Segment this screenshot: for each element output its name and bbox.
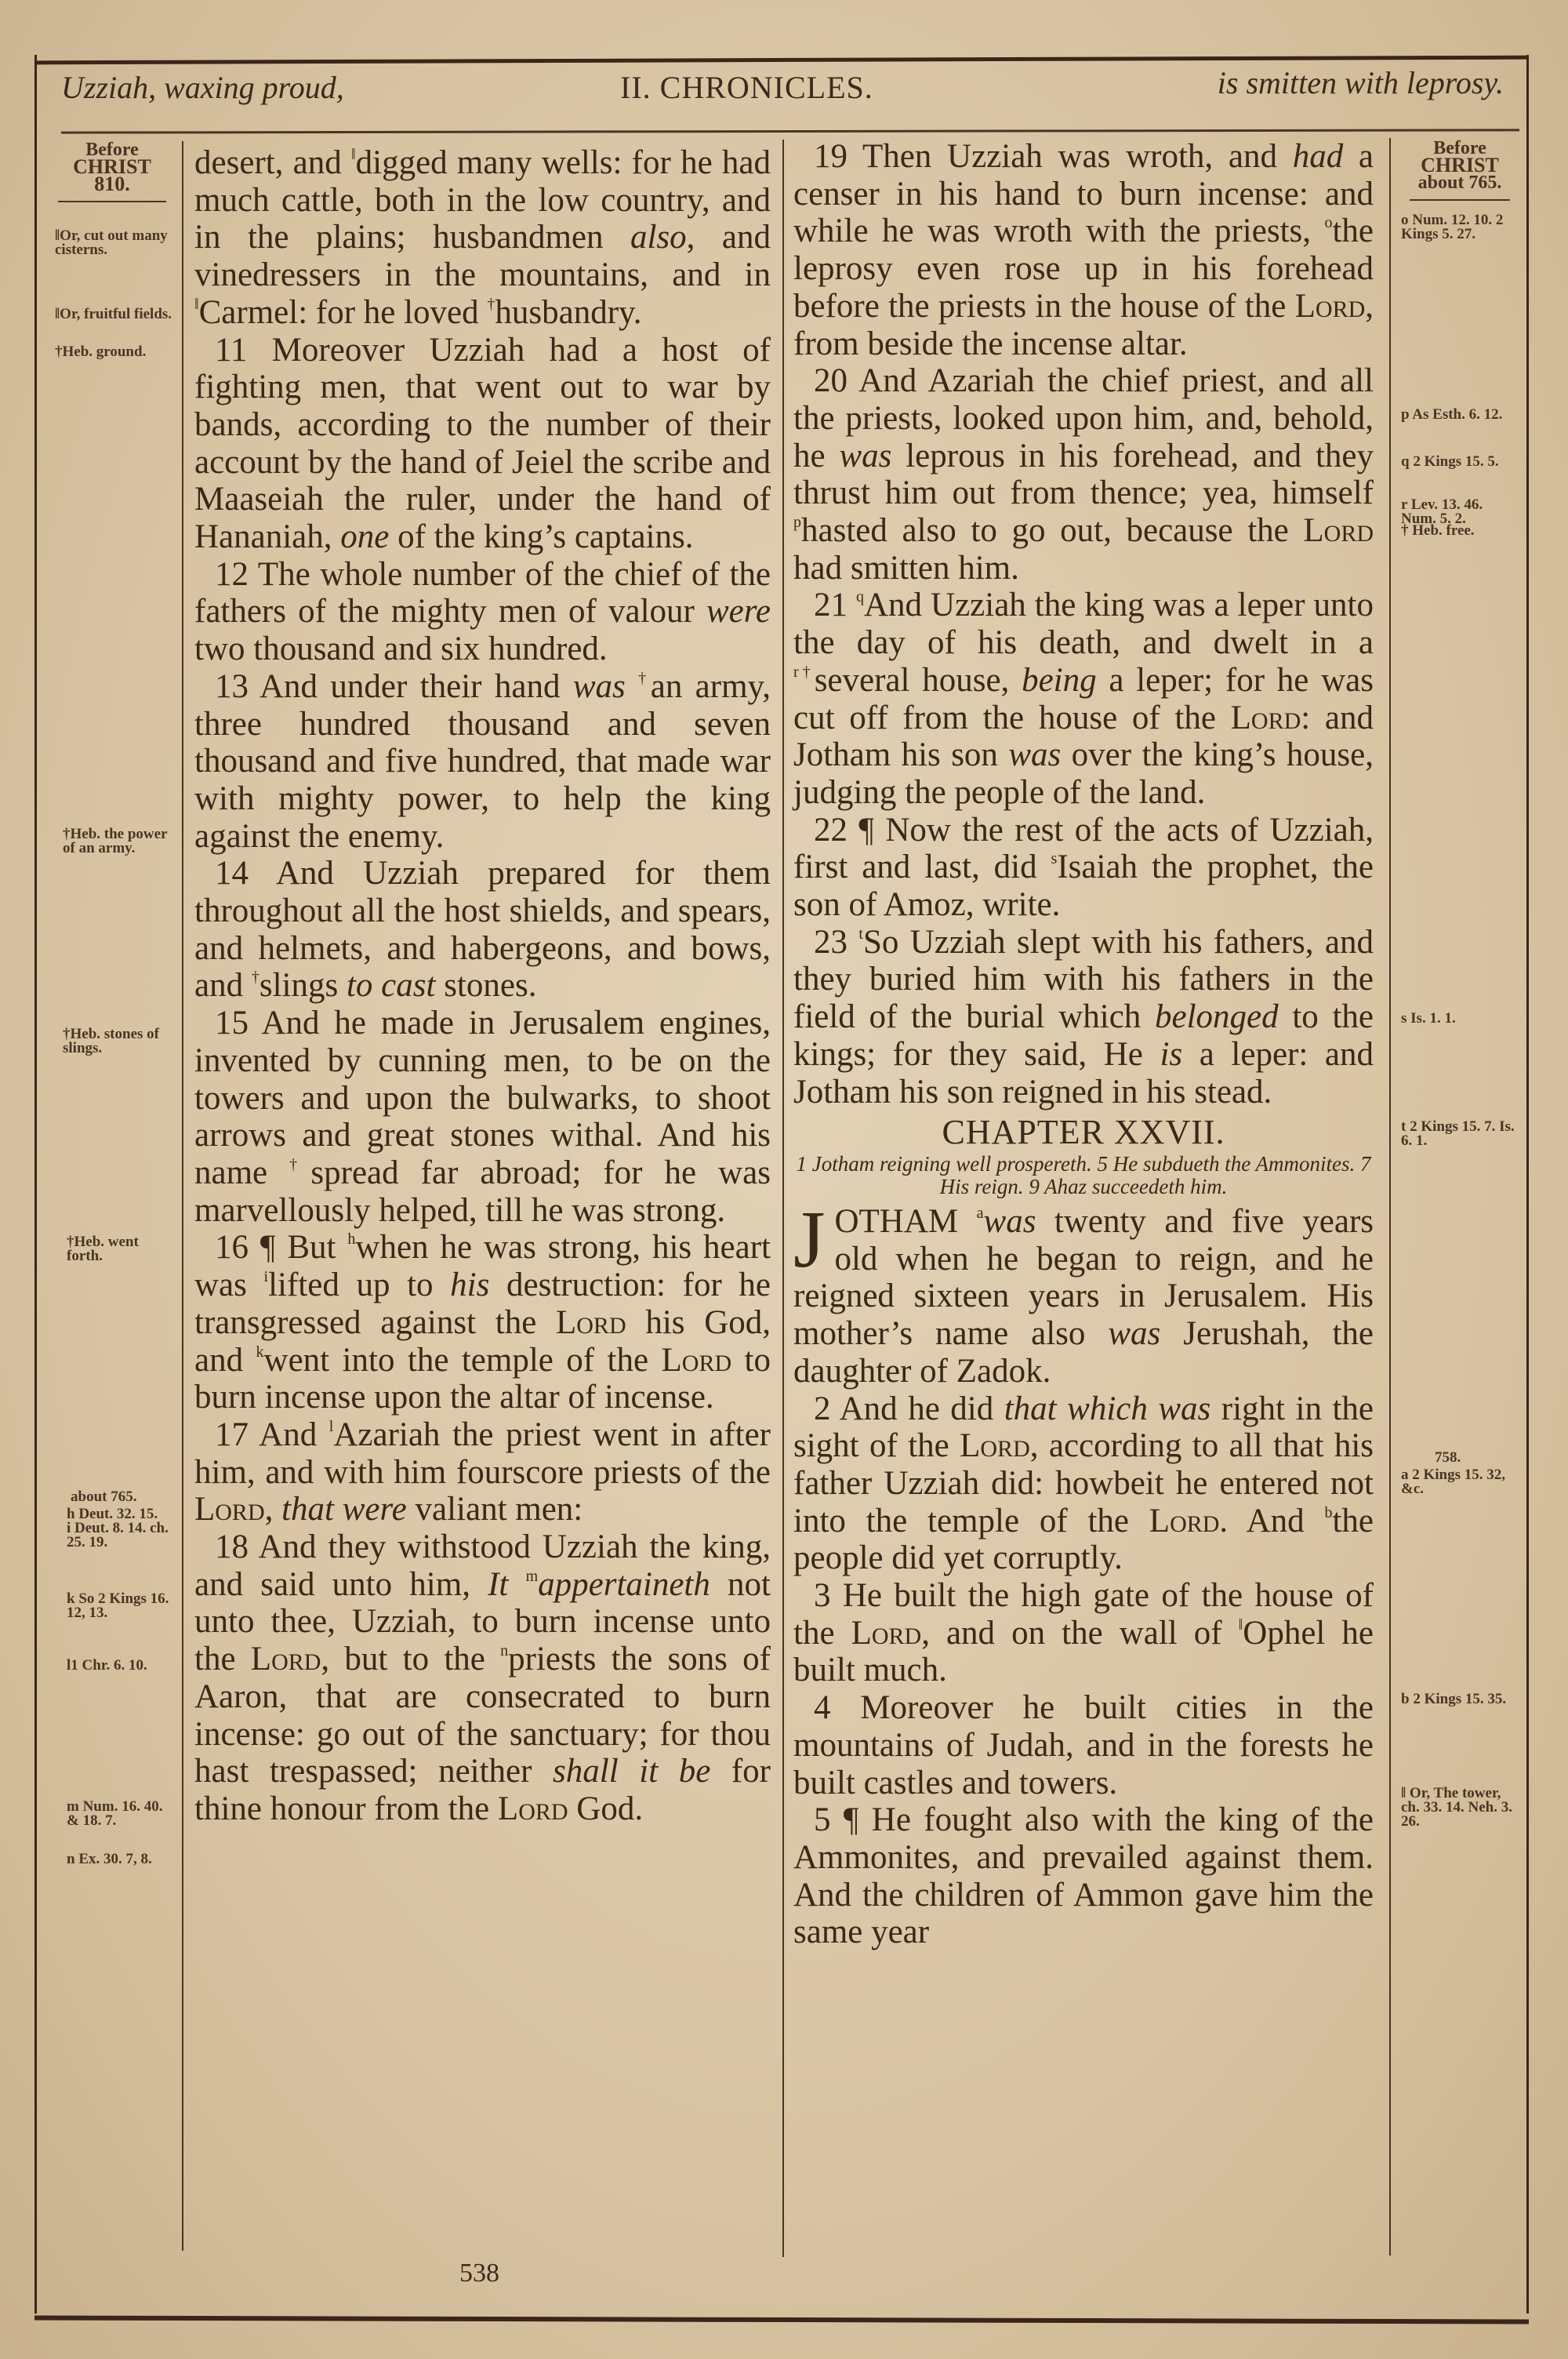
column-rule-right <box>1389 138 1391 2255</box>
chapter-27-verse-3: 3 He built the high gate of the house of the Lord, and on the wall of ‖Ophel he built much. <box>793 1577 1374 1689</box>
verse-12: 12 The whole number of the chief of the fathers of the mighty men of valour were two thousand and six hundred. <box>194 555 771 668</box>
margin-note: q 2 Kings 15. 5. <box>1401 453 1499 470</box>
chapter-heading: CHAPTER XXVII. <box>942 1113 1225 1152</box>
verse-19: 19 Then Uzziah was wroth, and had a censer in his hand to burn incense: and while he was wroth with the priests, $^o$the leprosy even rose up in his forehead before the priests in the house of the Lord, from beside the incense altar. <box>793 138 1374 362</box>
margin-note: ‖Or, fruitful fields. <box>55 306 172 322</box>
chapter-27-verse-2: 2 And he did that which was right in the sight of the Lord, according to all that his father Uzziah did: howbeit he entered not into the temple of the Lord. And $^b$the people did yet corruptly. <box>793 1390 1374 1577</box>
drop-cap: J <box>793 1194 826 1285</box>
chapter-summary: 1 Jotham reigning well prospereth. 5 He subdueth the Ammonites. 7 His reign. 9 Ahaz succeedeth him. <box>796 1151 1371 1198</box>
book-title: II. CHRONICLES. <box>620 70 873 105</box>
margin-note: ‖Or, cut out many cisterns. <box>55 227 168 258</box>
margin-note: †Heb. stones of slings. <box>63 1026 159 1056</box>
margin-note: † Heb. free. <box>1401 522 1475 539</box>
era-year: 810. <box>94 173 130 195</box>
chapter-27-verse-1: JOTHAM $^a$was twenty and five years old when he began to reign, and he reigned sixteen years in Jerusalem. His mother’s name also was Jerushah, the daughter of Zadok. <box>793 1194 1374 1390</box>
margin-note: m Num. 16. 40. & 18. 7. <box>67 1798 163 1829</box>
era-year: about 765. <box>1417 173 1502 193</box>
margin-note: o Num. 12. 10. 2 Kings 5. 27. <box>1401 212 1504 242</box>
era-label: Before <box>1433 138 1486 158</box>
era-christ: CHRIST <box>1421 154 1499 176</box>
margin-note: †Heb. ground. <box>55 343 147 360</box>
margin-note: t 2 Kings 15. 7. Is. 6. 1. <box>1401 1118 1515 1149</box>
page-number: 538 <box>459 2259 499 2288</box>
margin-note: r Lev. 13. 46. Num. 5. 2. <box>1401 496 1483 527</box>
margin-note: 758. <box>1435 1449 1461 1466</box>
era-label: Before <box>85 140 139 160</box>
text-column-right <box>793 138 1374 1951</box>
margin-note: s Is. 1. 1. <box>1401 1010 1456 1027</box>
margin-note: p As Esth. 6. 12. <box>1401 406 1503 423</box>
date-rule <box>1410 199 1510 201</box>
margin-note: ‖ Or, The tower, ch. 33. 14. Neh. 3. 26. <box>1401 1785 1512 1830</box>
margin-note: l1 Chr. 6. 10. <box>67 1657 147 1674</box>
verse-23: 23 $^t$So Uzziah slept with his fathers, and they buried him with his fathers in the field of the burial which belonged to the kings; for they said, He is a leper: and Jotham his son reigned in his stead. <box>793 923 1374 1110</box>
left-margin-notes <box>45 141 179 202</box>
margin-note: †Heb. the power of an army. <box>63 826 168 856</box>
column-rule-center <box>782 140 784 2257</box>
margin-note: †Heb. went forth. <box>67 1234 139 1264</box>
verse-16: 16 ¶ But $^h$when he was strong, his heart was $^i$lifted up to his destruction: for he transgressed against the Lord his God, and $^k$went into the temple of the Lord to burn incense upon the altar of incense. <box>194 1229 771 1416</box>
margin-note: h Deut. 32. 15. <box>67 1506 158 1522</box>
chapter-27-verse-5: 5 ¶ He fought also with the king of the Ammonites, and prevailed against them. And the children of Ammon gave him the same year <box>793 1801 1374 1951</box>
verse-13: 13 And under their hand was †an army, three hundred thousand and seven thousand and five hundred, that made war with mighty power, to help the king against the enemy. <box>194 667 771 855</box>
margin-note: k So 2 Kings 16. 12, 13. <box>67 1590 169 1621</box>
verse-14: 14 And Uzziah prepared for them throughout all the host shields, and spears, and helmets, and habergeons, and bows, and †slings to cast stones. <box>194 855 771 1005</box>
margin-note: n Ex. 30. 7, 8. <box>67 1851 152 1867</box>
date-heading <box>45 141 179 193</box>
verse-11: 11 Moreover Uzziah had a host of fighting men, that went out to war by bands, according to the number of their account by the hand of Jeiel the scribe and Maaseiah the ruler, under the hand of Hananiah, one of the king’s captains. <box>194 331 771 556</box>
margin-note: a 2 Kings 15. 32, &c. <box>1401 1467 1506 1497</box>
running-head-left: Uzziah, waxing proud, <box>61 70 344 105</box>
column-rule-left <box>182 141 183 2251</box>
date-heading <box>1397 140 1523 191</box>
verse-17: 17 And $^l$Azariah the priest went in after him, and with him fourscore priests of the Lord, that were valiant men: <box>194 1416 771 1528</box>
chapter-27-verse-4: 4 Moreover he built cities in the mountains of Judah, and in the forests he built castles and towers. <box>793 1689 1374 1801</box>
verse-18: 18 And they withstood Uzziah the king, and said unto him, It $^m$appertaineth not unto thee, Uzziah, to burn incense unto the Lord, but to the $^n$priests the sons of Aaron, that are consecrated to burn incense: go out of the sanctuary; for thou hast trespassed; neither shall it be for thine honour from the Lord God. <box>194 1528 771 1827</box>
date-rule <box>58 201 166 202</box>
running-head-right: is smitten with leprosy. <box>1217 65 1504 100</box>
era-christ: CHRIST <box>73 155 151 178</box>
running-head <box>61 65 1519 116</box>
verse-10-continued: desert, and ‖digged many wells: for he had much cattle, both in the low country, and in the plains; husbandmen also, and vinedressers in the mountains, and in ‖Carmel: for he loved †husbandry. <box>194 144 771 331</box>
verse-15: 15 And he made in Jerusalem engines, invented by cunning men, to be on the towers and upon the bulwarks, to shoot arrows and great stones withal. And his name †spread far abroad; for he was marvellously helped, till he was strong. <box>194 1005 771 1229</box>
verse-22: 22 ¶ Now the rest of the acts of Uzziah, first and last, did $^s$Isaiah the prophet, the son of Amoz, write. <box>793 811 1374 924</box>
verse-21: 21 $^q$And Uzziah the king was a leper unto the day of his death, and dwelt in a $^{r\dagger}$several house, being a leper; for he was cut off from the house of the Lord: and Jotham his son was over the king’s house, judging the people of the land. <box>793 587 1374 811</box>
margin-note: i Deut. 8. 14. ch. 25. 19. <box>67 1520 169 1550</box>
margin-note: b 2 Kings 15. 35. <box>1401 1691 1507 1707</box>
right-margin-notes <box>1397 140 1523 201</box>
verse-20: 20 And Azariah the chief priest, and all the priests, looked upon him, and, behold, he was leprous in his forehead, and they thrust him out from thence; yea, himself $^p$hasted also to go out, because the Lord had smitten him. <box>793 362 1374 587</box>
text-column-left <box>194 144 771 1828</box>
margin-note: about 765. <box>71 1488 137 1505</box>
